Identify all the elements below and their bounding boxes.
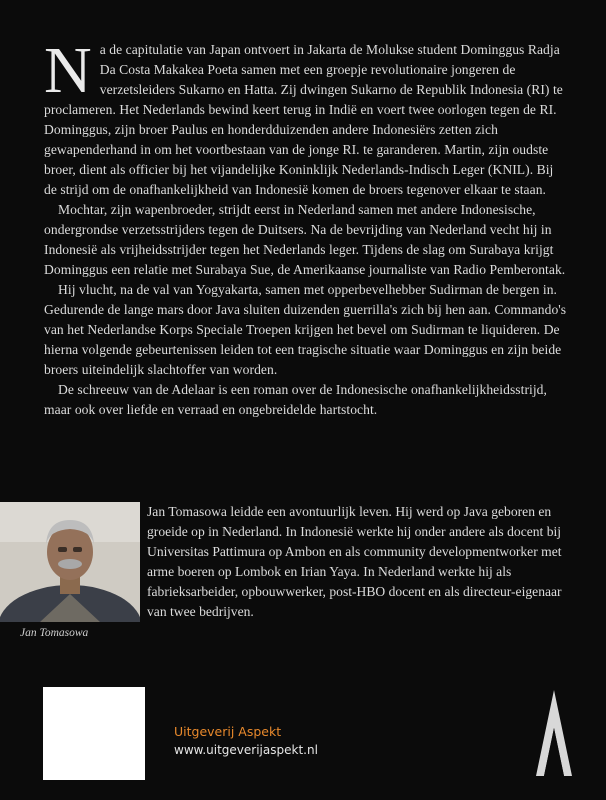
author-photo-caption: Jan Tomasowa [20,627,89,639]
blurb-paragraph-1-text: a de capitulatie van Japan ontvoert in Jakarta de Molukse student Dominggus Radja Da Costa Makakea Poeta samen met een groepje revolutionaire jongeren de verzetsleiders Sukarno en Hatta. Zij dwingen Sukarno de Republik Indonesia (RI) te proclameren. Het Nederlands bewind keert terug in Indië en voert twee oorlogen tegen de RI. Dominggus, zijn broer Paulus en honderdduizenden andere Indonesiërs zetten zich gewapenderhand in om het voortbestaan van de jonge RI. te garanderen. Martin, zijn oudste broer, dient als officier bij het vijandelijke Koninklijk Nederlands-Indisch Leger (KNIL). Bij de strijd om de onafhankelijkheid van Indonesië komen de broers tegenover elkaar te staan. [44,42,563,197]
blurb-paragraph-2: Mochtar, zijn wapenbroeder, strijdt eerst in Nederland samen met andere Indonesische, ondergrondse verzetsstrijders tegen de Duitsers. Na de bevrijding van Nederland vecht hij in Indonesië als vrijheidsstrijder tegen het Nederlands leger. Tijdens de slag om Surabaya krijgt Dominggus een relatie met Surabaya Sue, de Amerikaanse journaliste van Radio Pemberontak. [44,202,566,277]
publisher-name: Uitgeverij Aspekt [174,724,282,739]
author-photo [0,502,140,622]
barcode-area [43,687,145,780]
back-cover-blurb [44,34,568,420]
publisher-url: www.uitgeverijaspekt.nl [174,743,318,757]
drop-cap: N [44,34,92,107]
publisher-logo-icon [534,688,574,783]
blurb-paragraph-1 [44,34,568,200]
publisher-info [174,723,318,759]
author-bio: Jan Tomasowa leidde een avontuurlijk leven. Hij werd op Java geboren en groeide op in Nederland. In Indonesië werkte hij onder andere als docent bij Universitas Pattimura op Ambon en als community developmentworker met arme boeren op Lombok en Irian Yaya. In Nederland werkte hij als fabrieksarbeider, opbouwwerker, post-HBO docent en als directeur-eigenaar van twee bedrijven. [147,504,562,619]
blurb-paragraph-4: De schreeuw van de Adelaar is een roman over de Indonesische onafhankelijkheidsstrijd, maar ook over liefde en verraad en ongebreidelde hartstocht. [44,382,547,417]
blurb-paragraph-3: Hij vlucht, na de val van Yogyakarta, samen met opperbevelhebber Sudirman de bergen in. Gedurende de lange mars door Java sluiten duizenden guerrilla's zich bij hen aan. Commando's van het Nederlandse Korps Speciale Troepen krijgen het bevel om Sudirman te liquideren. De hierna volgende gebeurtenissen leiden tot een tragische situatie waar Dominggus en zijn beide broers uiteindelijk slachtoffer van worden. [44,282,567,377]
